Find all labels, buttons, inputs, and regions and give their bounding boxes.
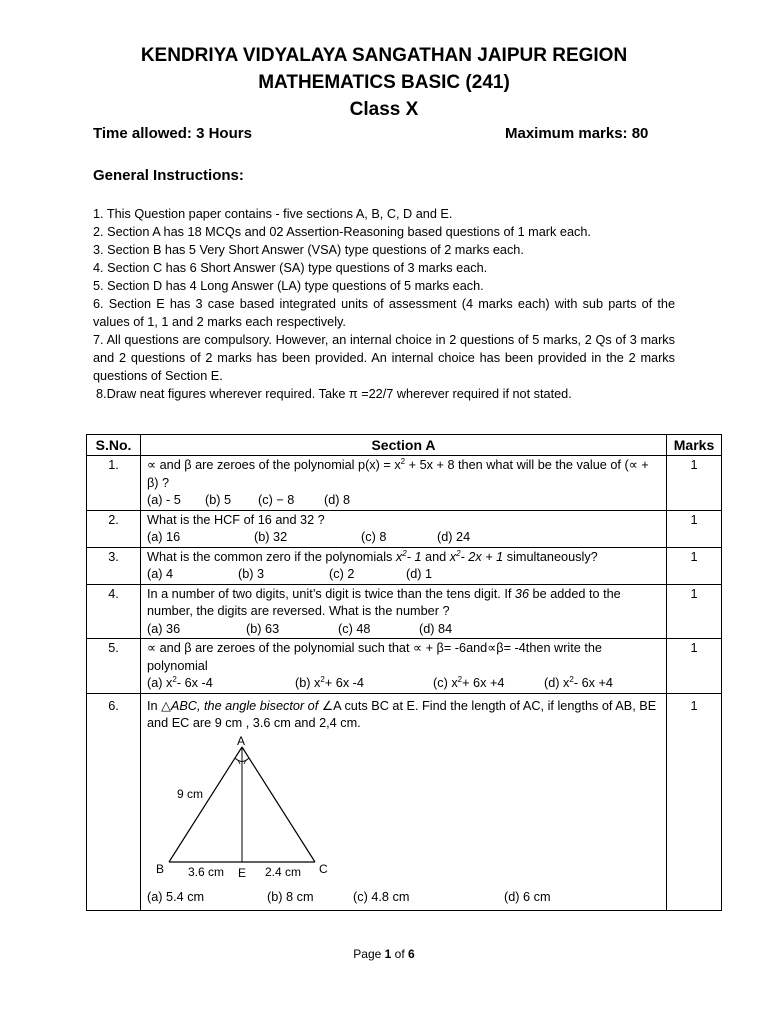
question-row <box>87 639 722 694</box>
polynomial: - 2x + 1 <box>460 549 504 564</box>
header-sno: S.No. <box>87 435 141 456</box>
question-text-part: ∠A cuts BC at E. Find the length of AC, if lengths of AB, BE and EC are 9 cm , 3.6 cm and 2,4 cm. <box>147 698 657 730</box>
option: (a) 16 <box>147 530 181 544</box>
option: (b) 3 <box>238 567 265 581</box>
question-row <box>87 510 722 547</box>
option: (b) 63 <box>246 621 280 636</box>
option: (d) 1 <box>406 567 433 581</box>
instruction-item: 2. Section A has 18 MCQs and 02 Assertion-Reasoning based questions of 1 mark each. <box>93 225 591 239</box>
instruction-item: 3. Section B has 5 Very Short Answer (VSA) type questions of 2 marks each. <box>93 243 524 257</box>
question-number: 6. <box>87 693 141 910</box>
maximum-marks: Maximum marks: 80 <box>505 125 649 142</box>
superscript: 2 <box>402 548 407 558</box>
option: (c) − 8 <box>258 493 295 507</box>
label-e: E <box>238 865 247 880</box>
option: (c) 8 <box>361 530 387 544</box>
option: (a) 4 <box>147 567 174 581</box>
option: (c) 4.8 cm <box>353 889 410 904</box>
number: 36 <box>514 586 530 601</box>
superscript: 2 <box>456 548 461 558</box>
table-header-row <box>87 435 722 456</box>
header-section: Section A <box>141 435 667 456</box>
question-text-part: In a number of two digits, unit’s digit is twice than the tens digit. If <box>147 586 515 601</box>
question-text-part: ∝ and β are zeroes of the polynomial p(x) = x <box>147 458 401 472</box>
options <box>147 889 660 907</box>
polynomial: - 1 <box>406 549 422 564</box>
instructions-title: General Instructions: <box>93 167 244 184</box>
option: (c) 48 <box>338 621 371 636</box>
option: (d) 24 <box>437 530 471 544</box>
question-marks: 1 <box>667 693 722 910</box>
question-marks: 1 <box>667 639 722 694</box>
option: (a) 5.4 cm <box>147 889 205 904</box>
option: (c) 2 <box>329 567 355 581</box>
options <box>147 675 660 693</box>
question-text <box>141 639 667 694</box>
option: (c) $x^2+ 6x +4$ <box>433 674 505 690</box>
question-number: 1. <box>87 456 141 511</box>
instruction-item: 5. Section D has 4 Long Answer (LA) type questions of 5 marks each. <box>93 279 484 293</box>
question-marks: 1 <box>667 456 722 511</box>
question-number: 3. <box>87 547 141 584</box>
instruction-item: 1. This Question paper contains - five sections A, B, C, D and E. <box>93 207 453 221</box>
option: (a) - 5 <box>147 493 181 507</box>
options <box>147 492 660 510</box>
question-marks: 1 <box>667 584 722 639</box>
question-text <box>141 693 667 910</box>
options <box>147 566 660 584</box>
triangle-figure <box>153 735 353 883</box>
label-ec: 2.4 cm <box>265 864 302 879</box>
question-text-part: What is the HCF of 16 and 32 ? <box>147 512 325 527</box>
question-row <box>87 547 722 584</box>
question-row <box>87 693 722 910</box>
option: (a) 36 <box>147 621 181 636</box>
question-table <box>86 434 722 911</box>
question-text-part: What is the common zero if the polynomials <box>147 549 396 564</box>
question-row <box>87 584 722 639</box>
option: (d) 6 cm <box>504 889 551 904</box>
question-text-part: be added to the number, the digits are reversed. What is the number ? <box>147 586 621 618</box>
question-number: 4. <box>87 584 141 639</box>
side-ab <box>169 747 242 862</box>
question-row <box>87 456 722 511</box>
header-marks: Marks <box>667 435 722 456</box>
question-text-part: In <box>147 698 162 713</box>
question-text <box>141 456 667 511</box>
polynomial: x <box>449 549 457 564</box>
option: (b) 8 cm <box>267 889 314 904</box>
question-number: 2. <box>87 510 141 547</box>
instruction-item: 7. All questions are compulsory. However, an internal choice in 2 questions of 5 marks, 2 Qs of 3 marks and 2 questions of 2 marks has been provided. An internal choice has been provided in the 2 marks questions of Section E. <box>93 333 675 383</box>
question-marks: 1 <box>667 547 722 584</box>
class-title: Class X <box>349 99 419 120</box>
option: (d) 8 <box>324 493 351 507</box>
label-be: 3.6 cm <box>188 864 225 879</box>
instruction-item: 4. Section C has 6 Short Answer (SA) type questions of 3 marks each. <box>93 261 488 275</box>
options <box>147 621 660 639</box>
question-text-part: ∝ and β are zeroes of the polynomial such that ∝ + β= -6and∝β= -4then write the polynomial <box>147 641 602 673</box>
label-b: B <box>156 861 165 876</box>
option: (b) 5 <box>205 493 232 507</box>
question-text-part: △ABC, the angle bisector of <box>161 698 319 713</box>
option: (d) 84 <box>419 621 453 636</box>
question-marks: 1 <box>667 510 722 547</box>
label-c: C <box>319 861 328 876</box>
instructions-list <box>93 205 675 403</box>
subject-title: MATHEMATICS BASIC (241) <box>258 72 510 93</box>
instruction-item: 8.Draw neat figures wherever required. Take π =22/7 wherever required if not stated. <box>96 387 572 401</box>
superscript: 2 <box>400 456 406 466</box>
option: (b) $x^2+ 6x$ -4 <box>295 674 364 690</box>
option: (a) $x^2-$ 6x -4 <box>147 674 213 690</box>
question-text-part: and <box>421 549 450 564</box>
option: (b) 32 <box>254 530 288 544</box>
question-number: 5. <box>87 639 141 694</box>
question-text <box>141 547 667 584</box>
time-allowed: Time allowed: 3 Hours <box>93 125 252 142</box>
instruction-item: 6. Section E has 3 case based integrated units of assessment (4 marks each) with sub parts of the values of 1, 1 and 2 marks each respectively. <box>93 297 675 329</box>
question-text-part: + 5x + 8 then what will be the value of (∝ + β) ? <box>147 458 649 490</box>
label-a: A <box>237 734 246 748</box>
option: (d) $x^2-$ 6x +4 <box>544 674 613 690</box>
question-text <box>141 510 667 547</box>
polynomial: x <box>395 549 403 564</box>
question-text-part: simultaneously? <box>503 549 598 564</box>
label-ab: 9 cm <box>177 786 204 801</box>
school-name: KENDRIYA VIDYALAYA SANGATHAN JAIPUR REGION <box>140 45 628 66</box>
question-text <box>141 584 667 639</box>
side-ac <box>242 747 315 862</box>
options <box>147 529 660 547</box>
page-number: Page 1 of 6 <box>353 947 415 961</box>
